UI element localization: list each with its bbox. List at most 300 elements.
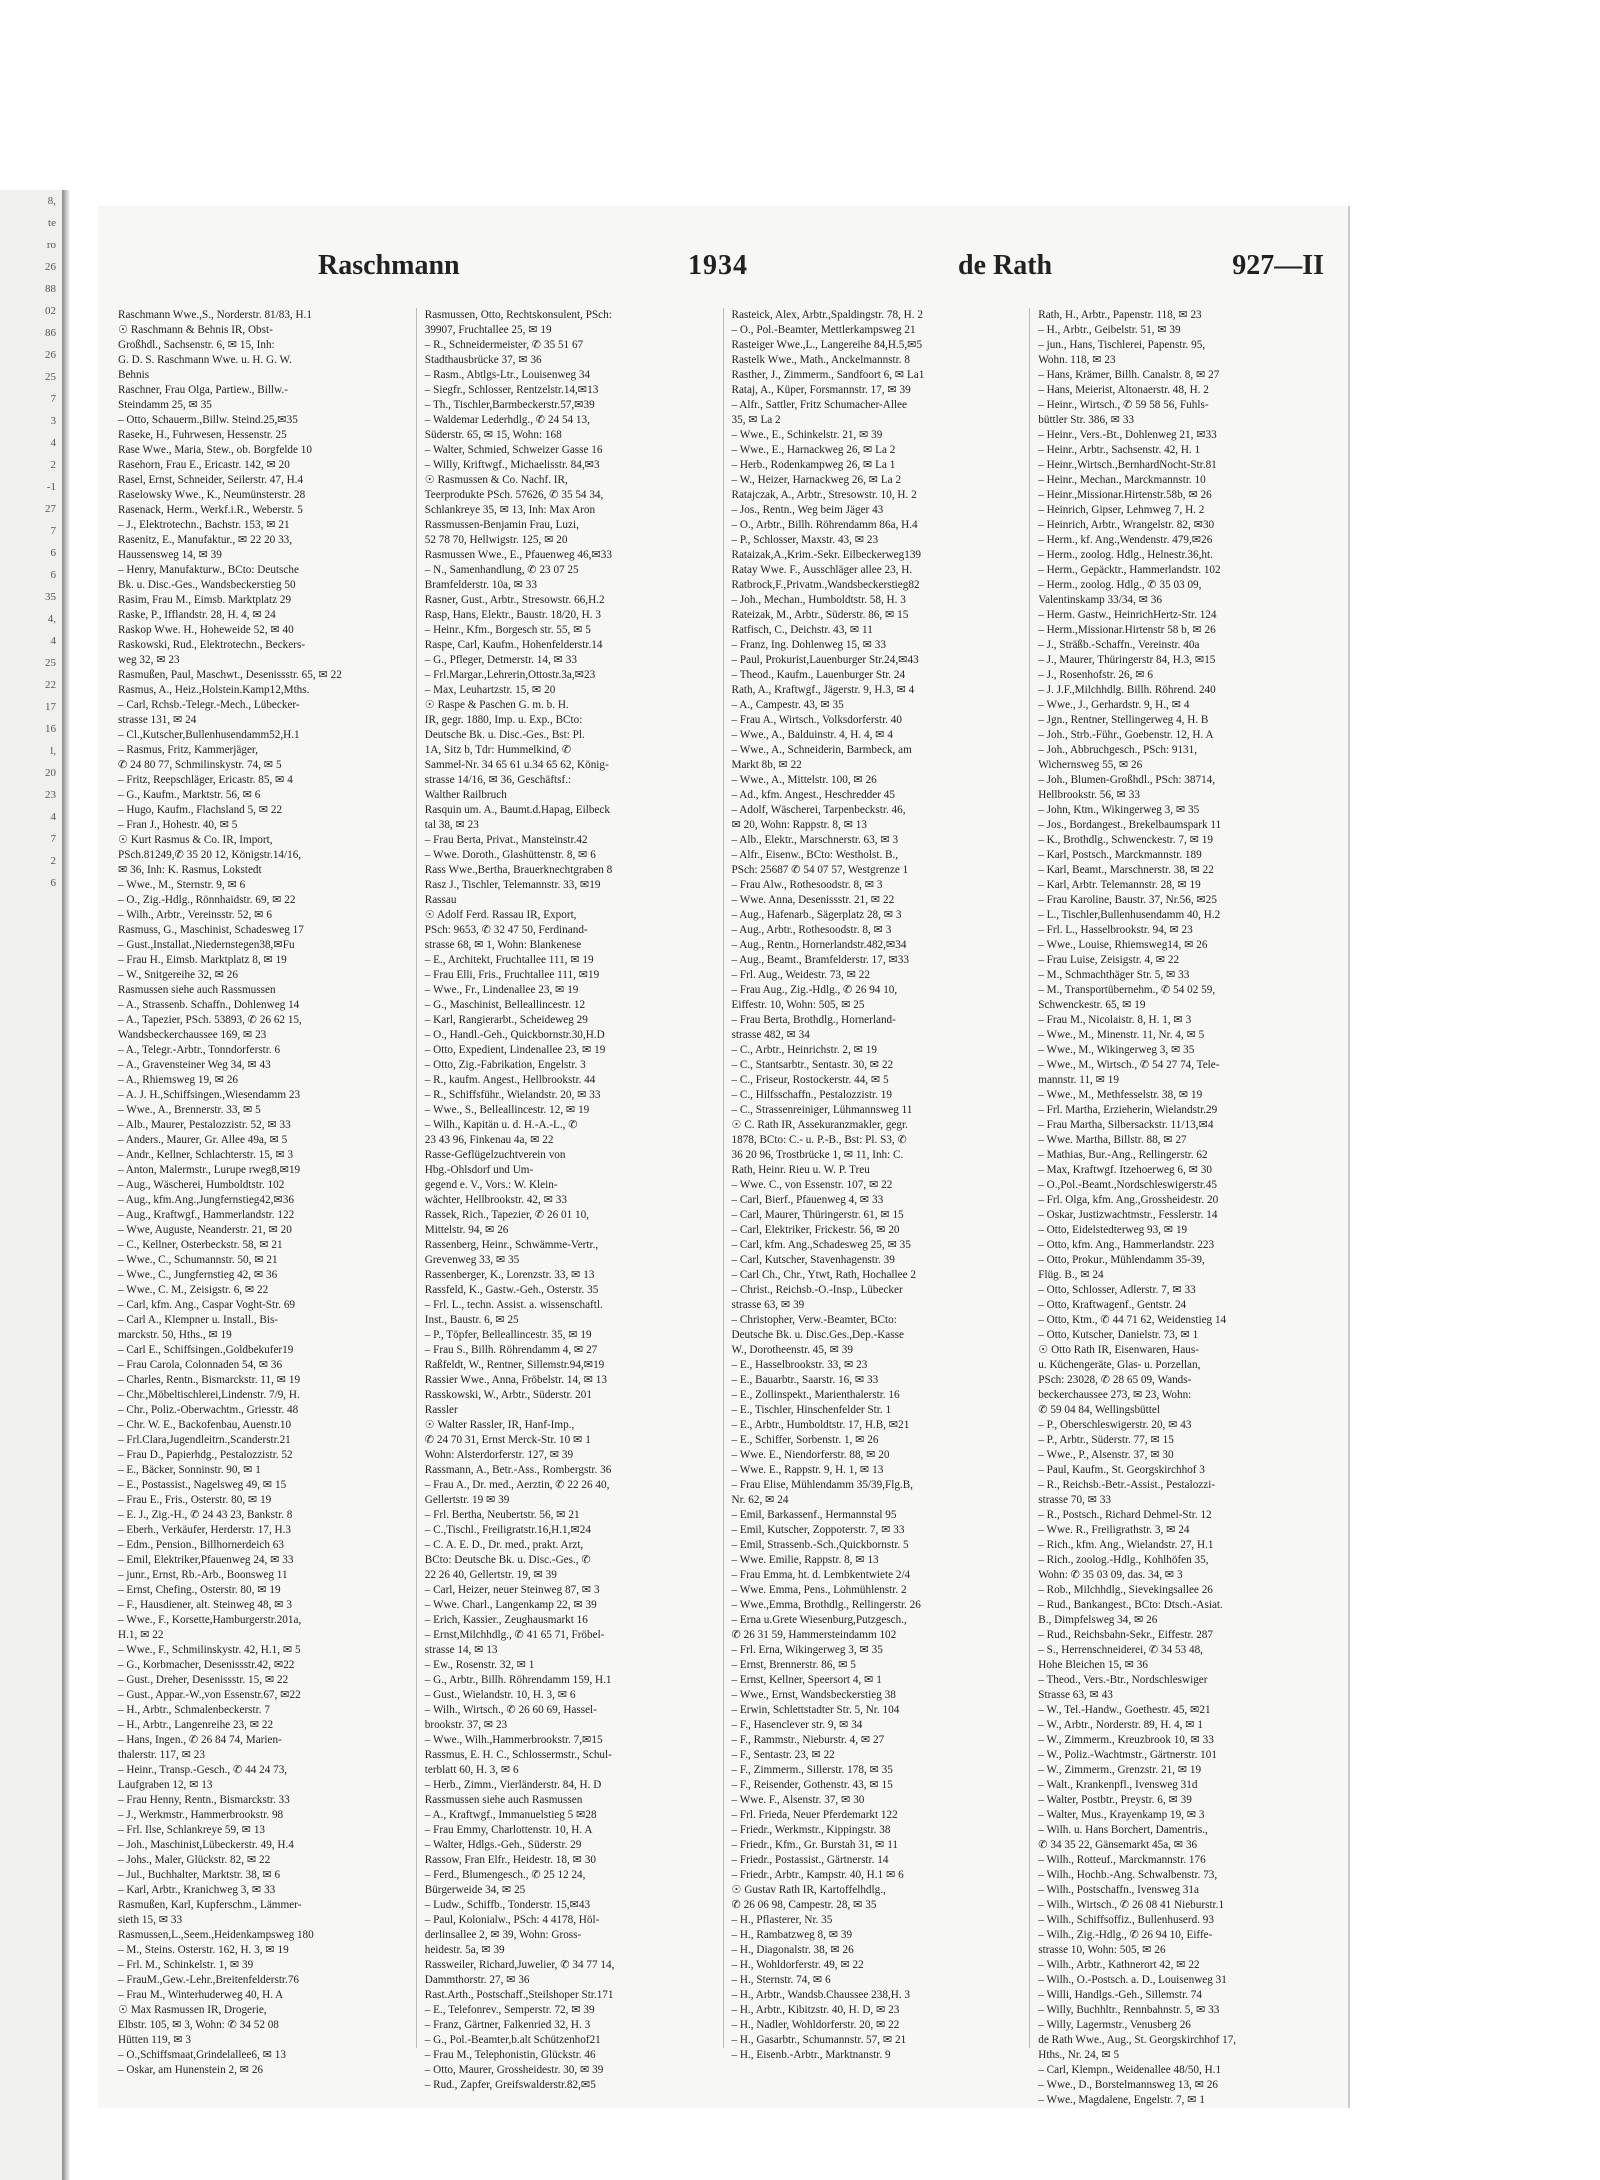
directory-entry: – Carl, Maurer, Thüringerstr. 61, ✉ 15: [731, 1209, 904, 1221]
directory-entry: – Paul, Prokurist,Lauenburger Str.24,✉43: [731, 654, 919, 666]
directory-entry: – Carl Ch., Chr., Ytwt, Rath, Hochallee 2: [731, 1269, 916, 1281]
directory-entry: – Otto, Prokur., Mühlendamm 35-39,: [1038, 1254, 1205, 1266]
directory-entry: – Carl, Kutscher, Stavenhagenstr. 39: [731, 1254, 895, 1266]
directory-entry: Ratajczak, A., Arbtr., Stresowstr. 10, H. 2: [731, 489, 917, 501]
previous-page-fragment: te: [48, 217, 56, 229]
directory-entry: – Wwe., J., Gerhardstr. 9, H., ✉ 4: [1038, 699, 1190, 711]
directory-entry: – Friedr., Postassist., Gärtnerstr. 14: [731, 1854, 889, 1866]
directory-entry: – Aug., Wäscherei, Humboldtstr. 102: [118, 1179, 285, 1191]
directory-entry: – Wilh., Wirtsch., ✆ 26 08 41 Nieburstr.1: [1038, 1899, 1225, 1911]
previous-page-fragment: 6: [50, 569, 56, 581]
directory-entry: – E., Zollinspekt., Marienthalerstr. 16: [731, 1389, 900, 1401]
directory-entry: – R., Postsch., Richard Dehmel-Str. 12: [1038, 1509, 1212, 1521]
previous-page-fragment: 26: [45, 261, 56, 273]
header-right-catchword: de Rath: [958, 250, 1053, 281]
directory-entry: – Alb., Maurer, Pestalozzistr. 52, ✉ 33: [118, 1119, 291, 1131]
directory-entry: – H., Arbtr., Wandsb.Chaussee 238,H. 3: [731, 1989, 911, 2001]
directory-entry: – Wwe., F., Schmilinskystr. 42, H.1, ✉ 5: [118, 1644, 301, 1656]
directory-entry: – L., Tischler,Bullenhusendamm 40, H.2: [1038, 909, 1221, 921]
directory-entry: Eiffestr. 10, Wohn: 505, ✉ 25: [731, 999, 865, 1011]
directory-entry: – J. J.F.,Milchhdlg. Billh. Röhrend. 240: [1038, 684, 1216, 696]
directory-entry: ☉ Raspe & Paschen G. m. b. H.: [424, 699, 569, 711]
directory-column-3: [731, 308, 1031, 2061]
directory-entry: – Johs., Maler, Glückstr. 82, ✉ 22: [118, 1854, 271, 1866]
directory-entry: Raßfeldt, W., Rentner, Sillemstr.94,✉19: [424, 1359, 605, 1371]
directory-entry: ✆ 34 35 22, Gänsemarkt 45a, ✉ 36: [1038, 1839, 1198, 1851]
directory-entry: ✆ 59 04 84, Wellingsbüttel: [1038, 1404, 1160, 1416]
directory-entry: Rassmann, A., Betr.-Ass., Rombergstr. 36: [424, 1464, 612, 1476]
directory-entry: – Wilh., Wirtsch., ✆ 26 60 69, Hassel-: [424, 1704, 597, 1716]
directory-entry: – Emil, Elektriker,Pfauenweg 24, ✉ 33: [118, 1554, 294, 1566]
directory-entry: – Frl. L., techn. Assist. a. wissenschaftl.: [424, 1299, 603, 1311]
directory-entry: Bk. u. Disc.-Ges., Wandsbeckerstieg 50: [118, 579, 296, 591]
directory-entry: – H., Arbtr., Langenreihe 23, ✉ 22: [118, 1719, 274, 1731]
directory-entry: – E., Postassist., Nagelsweg 49, ✉ 15: [118, 1479, 287, 1491]
directory-entry: – Otto, Eidelstedterweg 93, ✉ 19: [1038, 1224, 1188, 1236]
directory-entry: 22 26 40, Gellertstr. 19, ✉ 39: [424, 1569, 557, 1581]
directory-entry: – Frl. Erna, Wikingerweg 3, ✉ 35: [731, 1644, 883, 1656]
directory-entry: – Wwe., A., Balduinstr. 4, H. 4, ✉ 4: [731, 729, 893, 741]
directory-entry: – Aug., Hafenarb., Sägerplatz 28, ✉ 3: [731, 909, 902, 921]
directory-entry: Rataj, A., Küper, Forsmannstr. 17, ✉ 39: [731, 384, 911, 396]
directory-entry: – Frl.Clara,Jugendleitrn.,Scanderstr.21: [118, 1434, 291, 1446]
directory-entry: – Emil, Barkassenf., Hermannstal 95: [731, 1509, 897, 1521]
directory-entry: – Karl, Beamt., Marschnerstr. 38, ✉ 22: [1038, 864, 1214, 876]
directory-entry: Rassier Wwe., Anna, Fröbelstr. 14, ✉ 13: [424, 1374, 607, 1386]
directory-entry: – Frau Aug., Zig.-Hdlg., ✆ 26 94 10,: [731, 984, 898, 996]
directory-entry: strasse 63, ✉ 39: [731, 1299, 805, 1311]
directory-entry: Rath, H., Arbtr., Papenstr. 118, ✉ 23: [1038, 309, 1202, 321]
directory-entry: – E., Bäcker, Sonninstr. 90, ✉ 1: [118, 1464, 261, 1476]
directory-entry: büttler Str. 386, ✉ 33: [1038, 414, 1135, 426]
directory-entry: – Frl.Margar.,Lehrerin,Ottostr.3a,✉23: [424, 669, 596, 681]
directory-entry: weg 32, ✉ 23: [118, 654, 180, 666]
directory-entry: – Frau E., Fris., Osterstr. 80, ✉ 19: [118, 1494, 272, 1506]
page-header: [118, 250, 1336, 294]
directory-entry: – Heinrich, Arbtr., Wrangelstr. 82, ✉30: [1038, 519, 1215, 531]
directory-entry: – Otto, Kraftwagenf., Gentstr. 24: [1038, 1299, 1187, 1311]
directory-entry: – Wwe., Wilh.,Hammerbrookstr. 7,✉15: [424, 1734, 603, 1746]
directory-entry: – Heinr., Transp.-Gesch., ✆ 44 24 73,: [118, 1764, 288, 1776]
directory-entry: Valentinskamp 33/34, ✉ 36: [1038, 594, 1162, 606]
directory-entry: Rassenberger, K., Lorenzstr. 33, ✉ 13: [424, 1269, 595, 1281]
directory-entry: – A., Strassenb. Schaffn., Dohlenweg 14: [118, 999, 300, 1011]
directory-entry: brookstr. 37, ✉ 23: [424, 1719, 508, 1731]
directory-entry: – Erich, Kassier., Zeughausmarkt 16: [424, 1614, 588, 1626]
directory-entry: – Willy, Buchhltr., Rennbahnstr. 5, ✉ 33: [1038, 2004, 1220, 2016]
directory-entry: – Frau Karoline, Baustr. 37, Nr.56, ✉25: [1038, 894, 1217, 906]
directory-entry: – Erna u.Grete Wiesenburg,Putzgesch.,: [731, 1614, 907, 1626]
directory-entry: Rast.Arth., Postschaff.,Steilshoper Str.171: [424, 1989, 614, 2001]
directory-entry: – Jgn., Rentner, Stellingerweg 4, H. B: [1038, 714, 1209, 726]
directory-entry: Deutsche Bk. u. Disc.-Ges., Bst: Pl.: [424, 729, 585, 741]
previous-page-fragment: 02: [45, 305, 56, 317]
directory-entry: – FrauM.,Gew.-Lehr.,Breitenfelderstr.76: [118, 1974, 300, 1986]
directory-entry: – Wwe. Anna, Desenissstr. 21, ✉ 22: [731, 894, 895, 906]
directory-entry: marckstr. 50, Hths., ✉ 19: [118, 1329, 232, 1341]
directory-entry: – Frau H., Eimsb. Marktplatz 8, ✉ 19: [118, 954, 287, 966]
directory-entry: – Frau M., Winterhuderweg 40, H. A: [118, 1989, 284, 2001]
directory-entry: – Frau S., Billh. Röhrendamm 4, ✉ 27: [424, 1344, 598, 1356]
previous-page-fragment: 7: [50, 525, 56, 537]
directory-entry: Bramfelderstr. 10a, ✉ 33: [424, 579, 537, 591]
directory-entry: – Wwe. E., Niendorferstr. 88, ✉ 20: [731, 1449, 890, 1461]
directory-entry: – Frau Luise, Zeisigstr. 4, ✉ 22: [1038, 954, 1180, 966]
directory-entry: Raskop Wwe. H., Hoheweide 52, ✉ 40: [118, 624, 294, 636]
directory-entry: Wohn: Alsterdorferstr. 127, ✉ 39: [424, 1449, 574, 1461]
directory-entry: Rase Wwe., Maria, Stew., ob. Borgfelde 10: [118, 444, 312, 456]
directory-entry: – R., kaufm. Angest., Hellbrookstr. 44: [424, 1074, 596, 1086]
directory-entry: – Wilh., Zig.-Hdlg., ✆ 26 94 10, Eiffe-: [1038, 1929, 1213, 1941]
directory-entry: – G., Pfleger, Detmerstr. 14, ✉ 33: [424, 654, 577, 666]
directory-entry: ☉ Rasmussen & Co. Nachf. IR,: [424, 474, 568, 486]
directory-entry: – Oskar, am Hunenstein 2, ✉ 26: [118, 2064, 264, 2076]
directory-entry: – H., Diagonalstr. 38, ✉ 26: [731, 1944, 854, 1956]
directory-entry: – Heinr., Arbtr., Sachsenstr. 42, H. 1: [1038, 444, 1201, 456]
directory-entry: Walther Railbruch: [424, 789, 507, 801]
directory-entry: – John, Ktm., Wikingerweg 3, ✉ 35: [1038, 804, 1200, 816]
directory-entry: – F., Reisender, Gothenstr. 43, ✉ 15: [731, 1779, 893, 1791]
directory-column-1: [118, 308, 417, 2076]
directory-entry: – Joh., Strb.-Führ., Goebenstr. 12, H. A: [1038, 729, 1214, 741]
directory-entry: – Wwe., A., Brennerstr. 33, ✉ 5: [118, 1104, 261, 1116]
directory-entry: – R., Schiffsführ., Wielandstr. 20, ✉ 33: [424, 1089, 601, 1101]
directory-entry: – P., Töpfer, Belleallincestr. 35, ✉ 19: [424, 1329, 592, 1341]
directory-entry: B., Dimpfelsweg 34, ✉ 26: [1038, 1614, 1158, 1626]
directory-entry: Ratay Wwe. F., Ausschläger allee 23, H.: [731, 564, 913, 576]
directory-entry: – Wilh., Rotteuf., Marckmannstr. 176: [1038, 1854, 1206, 1866]
directory-column-2: [424, 308, 724, 2091]
directory-entry: – O.,Pol.-Beamt.,Nordschleswigerstr.45: [1038, 1179, 1217, 1191]
directory-entry: – Herb., Zimm., Vierländerstr. 84, H. D: [424, 1779, 602, 1791]
directory-entry: – G., Maschinist, Belleallincestr. 12: [424, 999, 586, 1011]
directory-entry: – E., Bauarbtr., Saarstr. 16, ✉ 33: [731, 1374, 879, 1386]
directory-entry: – Mathias, Bur.-Ang., Rellingerstr. 62: [1038, 1149, 1208, 1161]
directory-entry: – Heinr., Wirtsch., ✆ 59 58 56, Fuhls-: [1038, 399, 1209, 411]
directory-entry: Behnis: [118, 369, 150, 381]
directory-entry: Rasmußen, Karl, Kupferschm., Lämmer-: [118, 1899, 302, 1911]
directory-entry: – C., Hilfsschaffn., Pestalozzistr. 19: [731, 1089, 892, 1101]
previous-page-fragment: 20: [45, 767, 56, 779]
directory-entry: Flüg. B., ✉ 24: [1038, 1269, 1104, 1281]
directory-entry: – Otto, kfm. Ang., Hammerlandstr. 223: [1038, 1239, 1215, 1251]
directory-entry: terblatt 60, H. 3, ✉ 6: [424, 1764, 519, 1776]
directory-entry: – A., Gravensteiner Weg 34, ✉ 43: [118, 1059, 271, 1071]
directory-entry: – Hugo, Kaufm., Flachsland 5, ✉ 22: [118, 804, 283, 816]
directory-entry: – Rasmus, Fritz, Kammerjäger,: [118, 744, 258, 756]
previous-page-fragment: 2: [50, 459, 56, 471]
directory-entry: BCto: Deutsche Bk. u. Disc.-Ges., ✆: [424, 1554, 591, 1566]
directory-entry: – Otto, Maurer, Grossheidestr. 30, ✉ 39: [424, 2064, 604, 2076]
directory-entry: – Frl. Olga, kfm. Ang.,Grossheidestr. 20: [1038, 1194, 1219, 1206]
previous-page-fragment: 26: [45, 349, 56, 361]
directory-entry: – Wilh., Arbtr., Vereinsstr. 52, ✉ 6: [118, 909, 272, 921]
directory-entry: PSch: 23028, ✆ 28 65 09, Wands-: [1038, 1374, 1192, 1386]
directory-entry: – N., Samenhandlung, ✆ 23 07 25: [424, 564, 579, 576]
directory-entry: – Wwe, Auguste, Neanderstr. 21, ✉ 20: [118, 1224, 292, 1236]
directory-entry: strasse 68, ✉ 1, Wohn: Blankenese: [424, 939, 582, 951]
directory-entry: Rasenack, Herm., Werkf.i.R., Weberstr. 5: [118, 504, 303, 516]
directory-entry: – G., Pol.-Beamter,b.alt Schützenhof21: [424, 2034, 601, 2046]
directory-entry: – Wwe., M., Wirtsch., ✆ 54 27 74, Tele-: [1038, 1059, 1220, 1071]
previous-page-fragment: 6: [50, 547, 56, 559]
directory-entry: Schwenckestr. 65, ✉ 19: [1038, 999, 1146, 1011]
directory-entry: – Ernst, Kellner, Speersort 4, ✉ 1: [731, 1674, 882, 1686]
previous-page-fragment: 25: [45, 371, 56, 383]
directory-entry: – J., Sträßb.-Schaffn., Vereinstr. 40a: [1038, 639, 1200, 651]
directory-entry: – Christopher, Verw.-Beamter, BCto:: [731, 1314, 897, 1326]
previous-page-fragment: 22: [45, 679, 56, 691]
directory-entry: – A., Campestr. 43, ✉ 35: [731, 699, 844, 711]
directory-entry: Rasquin um. A., Baumt.d.Hapag, Eilbeck: [424, 804, 610, 816]
directory-entry: – Wwe., S., Belleallincestr. 12, ✉ 19: [424, 1104, 590, 1116]
directory-entry: – J., Elektrotechn., Bachstr. 153, ✉ 21: [118, 519, 290, 531]
directory-entry: tal 38, ✉ 23: [424, 819, 479, 831]
directory-entry: ☉ Gustav Rath IR, Kartoffelhdlg.,: [731, 1884, 886, 1896]
directory-entry: – Ew., Rosenstr. 32, ✉ 1: [424, 1659, 535, 1671]
directory-entry: – Karl, Arbtr., Kranichweg 3, ✉ 33: [118, 1884, 276, 1896]
directory-entry: – C., Arbtr., Heinrichstr. 2, ✉ 19: [731, 1044, 877, 1056]
directory-entry: – Siegfr., Schlosser, Rentzelstr.14,✉13: [424, 384, 599, 396]
directory-entry: 1878, BCto: C.- u. P.-B., Bst: Pl. S3, ✆: [731, 1134, 907, 1146]
directory-entry: Rassow, Fran Elfr., Heidestr. 18, ✉ 30: [424, 1854, 596, 1866]
directory-entry: – Carl, kfm. Ang.,Schadesweg 25, ✉ 35: [731, 1239, 911, 1251]
directory-entry: – Gust., Dreher, Desenissstr. 15, ✉ 22: [118, 1674, 289, 1686]
previous-page-fragment: ro: [46, 239, 56, 251]
directory-entry: – Frau Elli, Fris., Fruchtallee 111, ✉19: [424, 969, 600, 981]
directory-entry: Rass Wwe.,Bertha, Brauerknechtgraben 8: [424, 864, 613, 876]
directory-entry: Rataizak,A.,Krim.-Sekr. Eilbeckerweg139: [731, 549, 922, 561]
previous-page-fragment: 17: [45, 701, 56, 713]
directory-entry: – Th., Tischler,Barmbeckerstr.57,✉39: [424, 399, 595, 411]
directory-entry: – Joh., Maschinist,Lübeckerstr. 49, H.4: [118, 1839, 294, 1851]
directory-entry: Rasner, Gust., Arbtr., Stresowstr. 66,H.2: [424, 594, 605, 606]
directory-entry: – Jos., Bordangest., Brekelbaumspark 11: [1038, 819, 1222, 831]
directory-entry: – Wwe., Fr., Lindenallee 23, ✉ 19: [424, 984, 579, 996]
previous-page-fragment: 27: [45, 503, 56, 515]
directory-entry: – Herm., Gepäcktr., Hammerlandstr. 102: [1038, 564, 1221, 576]
directory-entry: Ratbrock,F.,Privatm.,Wandsbeckerstieg82: [731, 579, 920, 591]
previous-page-fragment: 25: [45, 657, 56, 669]
directory-entry: – Frau Berta, Privat., Mansteinstr.42: [424, 834, 588, 846]
directory-entry: – H., Arbtr., Geibelstr. 51, ✉ 39: [1038, 324, 1181, 336]
directory-entry: Elbstr. 105, ✉ 3, Wohn: ✆ 34 52 08: [118, 2019, 279, 2031]
directory-entry: – Ernst, Chefing., Osterstr. 80, ✉ 19: [118, 1584, 281, 1596]
directory-entry: Laufgraben 12, ✉ 13: [118, 1779, 213, 1791]
directory-entry: – Gust., Appar.-W.,von Essenstr.67, ✉22: [118, 1689, 301, 1701]
directory-entry: ☉ Kurt Rasmus & Co. IR, Import,: [118, 834, 273, 846]
directory-entry: – E., Schiffer, Sorbenstr. 1, ✉ 26: [731, 1434, 879, 1446]
directory-entry: – Max, Kraftwgf. Itzehoerweg 6, ✉ 30: [1038, 1164, 1212, 1176]
directory-entry: – W., Snitgereihe 32, ✉ 26: [118, 969, 238, 981]
directory-entry: – C. A. E. D., Dr. med., prakt. Arzt,: [424, 1539, 584, 1551]
directory-entry: – Heinr., Kfm., Borgesch str. 55, ✉ 5: [424, 624, 591, 636]
directory-entry: – Hans, Krämer, Billh. Canalstr. 8, ✉ 27: [1038, 369, 1220, 381]
directory-entry: – Frl. Ilse, Schlankreye 59, ✉ 13: [118, 1824, 266, 1836]
directory-entry: – O.,Schiffsmaat,Grindelallee6, ✉ 13: [118, 2049, 286, 2061]
directory-entry: ✆ 24 70 31, Ernst Merck-Str. 10 ✉ 1: [424, 1434, 591, 1446]
directory-entry: Ratfisch, C., Deichstr. 43, ✉ 11: [731, 624, 873, 636]
directory-entry: – Frau Emma, ht. d. Lembkentwiete 2/4: [731, 1569, 911, 1581]
directory-entry: – Carl, Rchsb.-Telegr.-Mech., Lübecker-: [118, 699, 300, 711]
directory-entry: – S., Herrenschneiderei, ✆ 34 53 48,: [1038, 1644, 1203, 1656]
directory-entry: – Joh., Mechan., Humboldtstr. 58, H. 3: [731, 594, 906, 606]
directory-entry: – C.,Tischl., Freiligratstr.16,H.1,✉24: [424, 1524, 591, 1536]
directory-entry: – Wwe. R., Freiligrathstr. 3, ✉ 24: [1038, 1524, 1190, 1536]
directory-entry: – Joh., Abbruchgesch., PSch: 9131,: [1038, 744, 1198, 756]
directory-entry: ☉ C. Rath IR, Assekuranzmakler, gegr.: [731, 1119, 908, 1131]
previous-page-fragment: l,: [50, 745, 56, 757]
directory-entry: – F., Zimmerm., Sillerstr. 178, ✉ 35: [731, 1764, 893, 1776]
directory-entry: Raseke, H., Fuhrwesen, Hessenstr. 25: [118, 429, 287, 441]
previous-page-fragment: 4: [50, 811, 56, 823]
directory-entry: – Frl. L., Hasselbrookstr. 94, ✉ 23: [1038, 924, 1193, 936]
directory-entry: – O., Pol.-Beamter, Mettlerkampsweg 21: [731, 324, 916, 336]
directory-entry: – Henry, Manufakturw., BCto: Deutsche: [118, 564, 299, 576]
directory-entry: – Anders., Maurer, Gr. Allee 49a, ✉ 5: [118, 1134, 288, 1146]
directory-entry: – Otto, Zig.-Fabrikation, Engelstr. 3: [424, 1059, 586, 1071]
directory-entry: Wandsbeckerchaussee 169, ✉ 23: [118, 1029, 267, 1041]
directory-entry: – Wwe., D., Borstelmannsweg 13, ✉ 26: [1038, 2079, 1219, 2091]
directory-entry: ☉ Otto Rath IR, Eisenwaren, Haus-: [1038, 1344, 1199, 1356]
previous-page-fragment: 88: [45, 283, 56, 295]
directory-entry: – Wilh., Hochb.-Ang. Schwalbenstr. 73,: [1038, 1869, 1218, 1881]
directory-entry: – A., Tapezier, PSch. 53893, ✆ 26 62 15,: [118, 1014, 302, 1026]
directory-entry: Rateizak, M., Arbtr., Süderstr. 86, ✉ 15: [731, 609, 909, 621]
directory-entry: Raschmann Wwe.,S., Norderstr. 81/83, H.1: [118, 309, 312, 321]
directory-entry: Rasenitz, E., Manufaktur., ✉ 22 20 33,: [118, 534, 293, 546]
directory-entry: – M., Transportübernehm., ✆ 54 02 59,: [1038, 984, 1216, 996]
directory-entry: – Frau Carola, Colonnaden 54, ✉ 36: [118, 1359, 283, 1371]
directory-entry: – A., Rhiemsweg 19, ✉ 26: [118, 1074, 239, 1086]
directory-entry: Strasse 63, ✉ 43: [1038, 1689, 1113, 1701]
directory-entry: – Herm., zoolog. Hdlg., ✆ 35 03 09,: [1038, 579, 1202, 591]
directory-entry: – W., Zimmerm., Grenzstr. 21, ✉ 19: [1038, 1764, 1202, 1776]
directory-entry: – Anton, Malermstr., Lurupe rweg8,✉19: [118, 1164, 301, 1176]
previous-page-fragment: 2: [50, 855, 56, 867]
directory-entry: – O., Handl.-Geh., Quickbornstr.30,H.D: [424, 1029, 605, 1041]
directory-entry: Rasmuss, G., Maschinist, Schadesweg 17: [118, 924, 304, 936]
directory-entry: PSch: 25687 ✆ 54 07 57, Westgrenze 1: [731, 864, 909, 876]
header-page-number: 927—II: [1232, 250, 1324, 281]
directory-entry: – Hans, Ingen., ✆ 26 84 74, Marien-: [118, 1734, 282, 1746]
directory-entry: – Wwe.,Emma, Brothdlg., Rellingerstr. 26: [731, 1599, 921, 1611]
directory-entry: – Andr., Kellner, Schlachterstr. 15, ✉ 3: [118, 1149, 294, 1161]
directory-entry: Hellbrookstr. 56, ✉ 33: [1038, 789, 1140, 801]
directory-entry: – Frau Emmy, Charlottenstr. 10, H. A: [424, 1824, 593, 1836]
directory-entry: – Carl, Heizer, neuer Steinweg 87, ✉ 3: [424, 1584, 600, 1596]
directory-entry: PSch.81249,✆ 35 20 12, Königstr.14/16,: [118, 849, 302, 861]
directory-entry: – A., Kraftwgf., Immanuelstieg 5 ✉28: [424, 1809, 597, 1821]
directory-entry: – Frl. M., Schinkelstr. 1, ✉ 39: [118, 1959, 254, 1971]
directory-entry: – Karl, Postsch., Marckmannstr. 189: [1038, 849, 1202, 861]
directory-entry: – Wwe., Ernst, Wandsbeckerstieg 38: [731, 1689, 896, 1701]
directory-entry: strasse 14/16, ✉ 36, Geschäftsf.:: [424, 774, 572, 786]
directory-entry: – Karl, Arbtr. Telemannstr. 28, ✉ 19: [1038, 879, 1201, 891]
directory-entry: – Otto, Schauerm.,Billw. Steind.25,✉35: [118, 414, 298, 426]
directory-entry: Großhdl., Sachsenstr. 6, ✉ 15, Inh:: [118, 339, 275, 351]
directory-entry: – W., Poliz.-Wachtmstr., Gärtnerstr. 101: [1038, 1749, 1217, 1761]
directory-entry: – Wwe. C., von Essenstr. 107, ✉ 22: [731, 1179, 893, 1191]
directory-entry: – P., Arbtr., Süderstr. 77, ✉ 15: [1038, 1434, 1174, 1446]
directory-entry: – Heinr., Vers.-Bt., Dohlenweg 21, ✉33: [1038, 429, 1217, 441]
directory-entry: – Rud., Bankangest., BCto: Dtsch.-Asiat.: [1038, 1599, 1223, 1611]
directory-entry: – Carl, Klempn., Weidenallee 48/50, H.1: [1038, 2064, 1222, 2076]
directory-entry: – Jos., Rentn., Weg beim Jäger 43: [731, 504, 884, 516]
directory-entry: – Adolf, Wäscherei, Tarpenbeckstr. 46,: [731, 804, 906, 816]
directory-entry: – H., Arbtr., Kibitzstr. 40, H. D, ✉ 23: [731, 2004, 900, 2016]
directory-entry: ✆ 26 06 98, Campestr. 28, ✉ 35: [731, 1899, 877, 1911]
directory-entry: – Willy, Kriftwgf., Michaelisstr. 84,✉3: [424, 459, 600, 471]
directory-entry: – Rich., zoolog.-Hdlg., Kohlhöfen 35,: [1038, 1554, 1209, 1566]
directory-entry: – Wwe., Magdalene, Engelstr. 7, ✉ 1: [1038, 2094, 1205, 2106]
directory-entry: – Ad., kfm. Angest., Heschredder 45: [731, 789, 895, 801]
directory-entry: – Franz, Gärtner, Falkenried 32, H. 3: [424, 2019, 591, 2031]
directory-entry: – Frau Berta, Brothdlg., Hornerland-: [731, 1014, 896, 1026]
directory-entry: – H., Rambatzweg 8, ✉ 39: [731, 1929, 853, 1941]
directory-entry: Gellertstr. 19 ✉ 39: [424, 1494, 510, 1506]
directory-entry: – Chr., Poliz.-Oberwachtm., Griesstr. 48: [118, 1404, 299, 1416]
directory-entry: – Max, Leuhartzstr. 15, ✉ 20: [424, 684, 556, 696]
directory-entry: – Fritz, Reepschläger, Ericastr. 85, ✉ 4: [118, 774, 293, 786]
directory-entry: gegend e. V., Vors.: W. Klein-: [424, 1179, 558, 1191]
directory-entry: Raske, P., Ifflandstr. 28, H. 4, ✉ 24: [118, 609, 276, 621]
directory-entry: – R., Schneidermeister, ✆ 35 51 67: [424, 339, 584, 351]
directory-entry: – J., Maurer, Thüringerstr 84, H.3, ✉15: [1038, 654, 1216, 666]
directory-entry: – Wwe. F., Alsenstr. 37, ✉ 30: [731, 1794, 865, 1806]
directory-entry: IR, gegr. 1880, Imp. u. Exp., BCto:: [424, 714, 583, 726]
directory-entry: – H., Pflasterer, Nr. 35: [731, 1914, 833, 1926]
directory-entry: Rasim, Frau M., Eimsb. Marktplatz 29: [118, 594, 292, 606]
directory-entry: – Wwe. Martha, Billstr. 88, ✉ 27: [1038, 1134, 1187, 1146]
directory-entry: – P., Oberschleswigerstr. 20, ✉ 43: [1038, 1419, 1192, 1431]
directory-entry: – K., Brothdlg., Schwenckestr. 7, ✉ 19: [1038, 834, 1213, 846]
directory-entry: 35, ✉ La 2: [731, 414, 781, 426]
directory-entry: Dammthorstr. 27, ✉ 36: [424, 1974, 530, 1986]
directory-entry: Rasmussen, Otto, Rechtskonsulent, PSch:: [424, 309, 612, 321]
directory-entry: Grevenweg 33, ✉ 35: [424, 1254, 520, 1266]
directory-entry: de Rath Wwe., Aug., St. Georgskirchhof 17,: [1038, 2034, 1237, 2046]
directory-entry: – E., Hasselbrookstr. 33, ✉ 23: [731, 1359, 868, 1371]
directory-entry: – J., Rosenhofstr. 26, ✉ 6: [1038, 669, 1153, 681]
directory-entry: – Chr.,Möbeltischlerei,Lindenstr. 7/9, H.: [118, 1389, 300, 1401]
directory-entry: W., Dorotheenstr. 45, ✉ 39: [731, 1344, 853, 1356]
directory-entry: – Wwe., P., Alsenstr. 37, ✉ 30: [1038, 1449, 1174, 1461]
directory-entry: – Christ., Reichsb.-O.-Insp., Lübecker: [731, 1284, 903, 1296]
directory-entry: – Frl. Bertha, Neubertstr. 56, ✉ 21: [424, 1509, 580, 1521]
directory-entry: – C., Friseur, Rostockerstr. 44, ✉ 5: [731, 1074, 889, 1086]
directory-entry: Rasmus, A., Heiz.,Holstein.Kamp12,Mths.: [118, 684, 310, 696]
directory-entry: – Walter, Postbtr., Preystr. 6, ✉ 39: [1038, 1794, 1192, 1806]
directory-entry: – Otto, Schlosser, Adlerstr. 7, ✉ 33: [1038, 1284, 1196, 1296]
directory-column-4: [1038, 308, 1336, 2106]
directory-entry: – Carl A., Klempner u. Install., Bis-: [118, 1314, 279, 1326]
directory-entry: – F., Hausdiener, alt. Steinweg 48, ✉ 3: [118, 1599, 292, 1611]
directory-entry: – W., Zimmerm., Kreuzbrook 10, ✉ 33: [1038, 1734, 1214, 1746]
directory-entry: ✆ 24 80 77, Schmilinskystr. 74, ✉ 5: [118, 759, 282, 771]
directory-entry: – Wwe. Emilie, Rappstr. 8, ✉ 13: [731, 1554, 879, 1566]
directory-entry: Stadthausbrücke 37, ✉ 36: [424, 354, 542, 366]
directory-entry: – Wwe., C., Schumannstr. 50, ✉ 21: [118, 1254, 278, 1266]
directory-entry: – Wilh., Kapitän u. d. H.-A.-L., ✆: [424, 1119, 578, 1131]
directory-entry: – O., Arbtr., Billh. Röhrendamm 86a, H.4: [731, 519, 918, 531]
directory-entry: Hbg.-Ohlsdorf und Um-: [424, 1164, 534, 1176]
directory-entry: – Frau M., Telephonistin, Glückstr. 46: [424, 2049, 596, 2061]
directory-entry: – Wilh., Arbtr., Kathnerort 42, ✉ 22: [1038, 1959, 1200, 1971]
previous-page-fragment: 4,: [47, 613, 56, 625]
directory-entry: Rassmussen-Benjamin Frau, Luzi,: [424, 519, 579, 531]
directory-entry: – Heinr.,Wirtsch.,BernhardNocht-Str.81: [1038, 459, 1217, 471]
